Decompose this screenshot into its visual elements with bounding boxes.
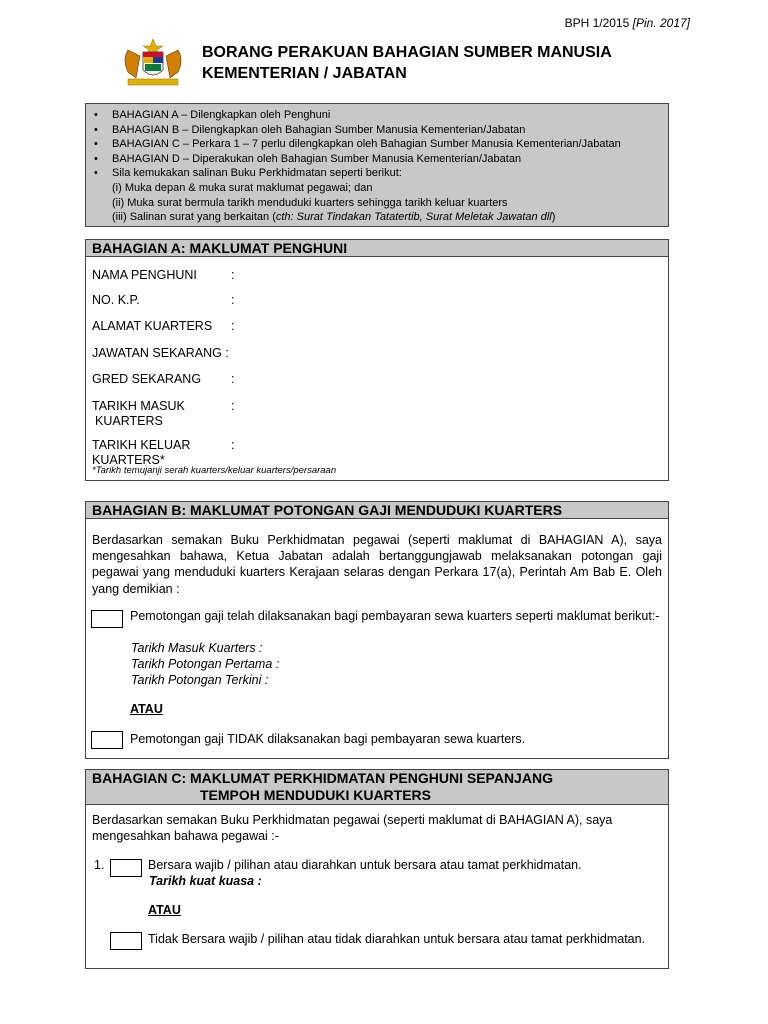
gred-label: GRED SEKARANG [92, 372, 202, 386]
section-c-heading [86, 770, 668, 805]
coat-of-arms-icon [118, 38, 188, 88]
potongan-tidak-checkbox[interactable] [91, 731, 123, 749]
potongan-dilaksanakan-checkbox[interactable] [91, 610, 123, 628]
tarikh-potongan-terkini: Tarikh Potongan Terkini : [131, 673, 269, 687]
option-tidak-bersara: Tidak Bersara wajib / pilihan atau tidak diarahkan untuk bersara atau tamat perkhidmatan. [148, 932, 646, 946]
section-c-intro: Berdasarkan semakan Buku Perkhidmatan pegawai (seperti maklumat di BAHAGIAN A), saya mengesahkan bahawa pegawai :- [92, 813, 613, 844]
nama-label: NAMA PENGHUNI [92, 268, 197, 282]
title-line-2: KEMENTERIAN / JABATAN [202, 65, 407, 82]
alamat-colon: : [231, 319, 235, 333]
tarikh-kuat-kuasa: Tarikh kuat kuasa : [149, 874, 262, 888]
instruction-item: • BAHAGIAN B – Dilengkapkan oleh Bahagian Sumber Manusia Kementerian/Jabatan [94, 123, 668, 138]
tarikh-masuk-label-2: KUARTERS [95, 414, 163, 428]
tarikh-masuk-label: TARIKH MASUK [92, 399, 185, 413]
instruction-item: • BAHAGIAN A – Dilengkapkan oleh Penghuni [94, 108, 668, 123]
instruction-item: • BAHAGIAN D – Diperakukan oleh Bahagian Sumber Manusia Kementerian/Jabatan [94, 152, 668, 167]
section-c-heading-line-2: TEMPOH MENDUDUKI KUARTERS [200, 787, 431, 803]
tarikh-masuk-kuarters: Tarikh Masuk Kuarters : [131, 641, 263, 655]
instruction-item: • BAHAGIAN C – Perkara 1 – 7 perlu dilengkapkan oleh Bahagian Sumber Manusia Kementerian/Jabatan [94, 137, 668, 152]
nama-colon: : [231, 268, 235, 282]
section-c-heading-line-1: BAHAGIAN C: MAKLUMAT PERKHIDMATAN PENGHUNI SEPANJANG [92, 770, 553, 786]
ref-code: BPH 1/2015 [564, 16, 630, 30]
tarikh-potongan-pertama: Tarikh Potongan Pertama : [131, 657, 280, 671]
alamat-label: ALAMAT KUARTERS [92, 319, 213, 333]
instructions-box [85, 103, 669, 227]
instruction-subitem: (iii) Salinan surat yang berkaitan (cth: Surat Tindakan Tatatertib, Surat Meletak Jawatan dll) [112, 211, 556, 224]
ref-revision: [Pin. 2017] [632, 16, 690, 30]
tarikh-keluar-label-2: KUARTERS* [92, 453, 165, 467]
section-b [85, 501, 669, 759]
atau-label: ATAU [130, 702, 163, 716]
section-b-heading: BAHAGIAN B: MAKLUMAT POTONGAN GAJI MENDUDUKI KUARTERS [86, 502, 668, 519]
bersara-checkbox[interactable] [110, 859, 142, 877]
section-b-intro: Berdasarkan semakan Buku Perkhidmatan pegawai (seperti maklumat di BAHAGIAN A), saya mengesahkan bahawa, Ketua Jabatan adalah bertanggungjawab melaksanakan potongan gaji pegawai yang menduduki kuarters Kerajaan selaras dengan Perkara 17(a), Perintah Am Bab E. Oleh yang demikian : [92, 533, 662, 596]
section-a [85, 239, 669, 481]
option-potongan-dilaksanakan: Pemotongan gaji telah dilaksanakan bagi pembayaran sewa kuarters seperti maklumat berikut:- [130, 609, 660, 623]
tarikh-keluar-label: TARIKH KELUAR [92, 438, 191, 452]
option-bersara: Bersara wajib / pilihan atau diarahkan untuk bersara atau tamat perkhidmatan. [148, 858, 582, 872]
option-potongan-tidak: Pemotongan gaji TIDAK dilaksanakan bagi pembayaran sewa kuarters. [130, 732, 526, 746]
instruction-subitem: (ii) Muka surat bermula tarikh menduduki kuarters sehingga tarikh keluar kuarters [112, 196, 508, 209]
section-a-heading: BAHAGIAN A: MAKLUMAT PENGHUNI [86, 240, 668, 257]
tarikh-keluar-colon: : [231, 438, 235, 452]
form-title [202, 42, 612, 84]
jawatan-label: JAWATAN SEKARANG : [92, 346, 229, 360]
gred-colon: : [231, 372, 235, 386]
tidak-bersara-checkbox[interactable] [110, 932, 142, 950]
instruction-item: • Sila kemukakan salinan Buku Perkhidmatan seperti berikut: [94, 166, 668, 181]
kp-colon: : [231, 293, 235, 307]
atau-label-c: ATAU [148, 903, 181, 917]
form-reference [565, 16, 690, 30]
title-line-1: BORANG PERAKUAN BAHAGIAN SUMBER MANUSIA [202, 44, 612, 61]
instruction-subitem: (i) Muka depan & muka surat maklumat pegawai; dan [112, 181, 373, 194]
section-a-footnote: *Tarikh temujanji serah kuarters/keluar kuarters/persaraan [92, 465, 337, 476]
kp-label: NO. K.P. [92, 293, 140, 307]
item-number: 1. [94, 858, 105, 872]
tarikh-masuk-colon: : [231, 399, 235, 413]
section-c [85, 769, 669, 969]
